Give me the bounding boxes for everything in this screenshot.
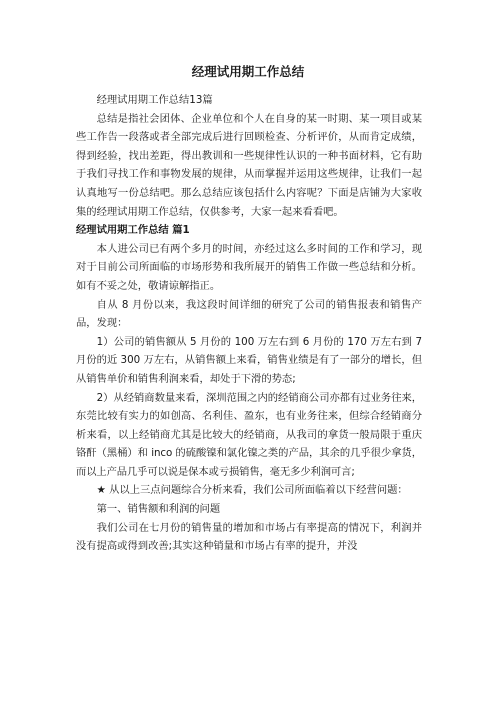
body-paragraph: 我们公司在七月份的销售量的增加和市场占有率提高的情况下，利润并没有提高或得到改善;其实这种销量和市场占有率的提升，并没 bbox=[76, 521, 422, 553]
intro-paragraph: 总结是指社会团体、企业单位和个人在自身的某一时期、某一项目或某些工作告一段落或者全部完成后进行回顾检查、分析评价，从而肯定成绩，得到经验，找出差距，得出教训和一些规律性认识的一种书面材料，它有助于我们寻找工作和事物发展的规律，从而掌握并运用这些规律，让我们一起认真地写一份总结吧。那么总结应该包括什么内容呢？下面是店铺为大家收集的经理试用期工作总结，仅供参考，大家一起来看看吧。 bbox=[76, 112, 422, 218]
section-heading: 经理试用期工作总结 篇1 bbox=[76, 224, 190, 237]
body-paragraph: 2）从经销商数量来看，深圳范围之内的经销商公司亦都有过业务往来，东莞比较有实力的如创高、名利佳、盈东，也有业务往来，但综合经销商分析来看，以上经销商尤其是比较大的经销商，从我司的拿货一般局限于重庆铬酐（黑桶）和 inco 的硫酸镍和氯化镍之类的产品，其余的几乎很少拿货，而以上产品几乎可以说是保本或亏损销售，毫无多少利润可言; bbox=[76, 391, 422, 478]
document-subtitle: 经理试用期工作总结13篇 bbox=[96, 94, 213, 106]
body-paragraph: 自从 8 月份以来，我这段时间详细的研究了公司的销售报表和销售产品，发现： bbox=[76, 298, 422, 330]
body-paragraph: 第一、销售额和利润的问题 bbox=[96, 503, 221, 516]
body-paragraph: 1）公司的销售额从 5 月份的 100 万左右到 6 月份的 170 万左右到 7 月份的近 300 万左右，从销售额上来看，销售业绩是有了一部分的增长，但从销售单价和销售利润来看，却处于下滑的势态; bbox=[76, 335, 422, 385]
body-paragraph: ★ 从以上三点问题综合分析来看，我们公司所面临着以下经营问题： bbox=[96, 484, 408, 497]
document-body bbox=[76, 91, 422, 556]
body-paragraph: 本人进公司已有两个多月的时间，亦经过这么多时间的工作和学习，现对于目前公司所面临的市场形势和我所展开的销售工作做一些总结和分析。如有不妥之处，敬请谅解指正。 bbox=[76, 242, 422, 292]
document-title: 经理试用期工作总结 bbox=[191, 64, 305, 79]
